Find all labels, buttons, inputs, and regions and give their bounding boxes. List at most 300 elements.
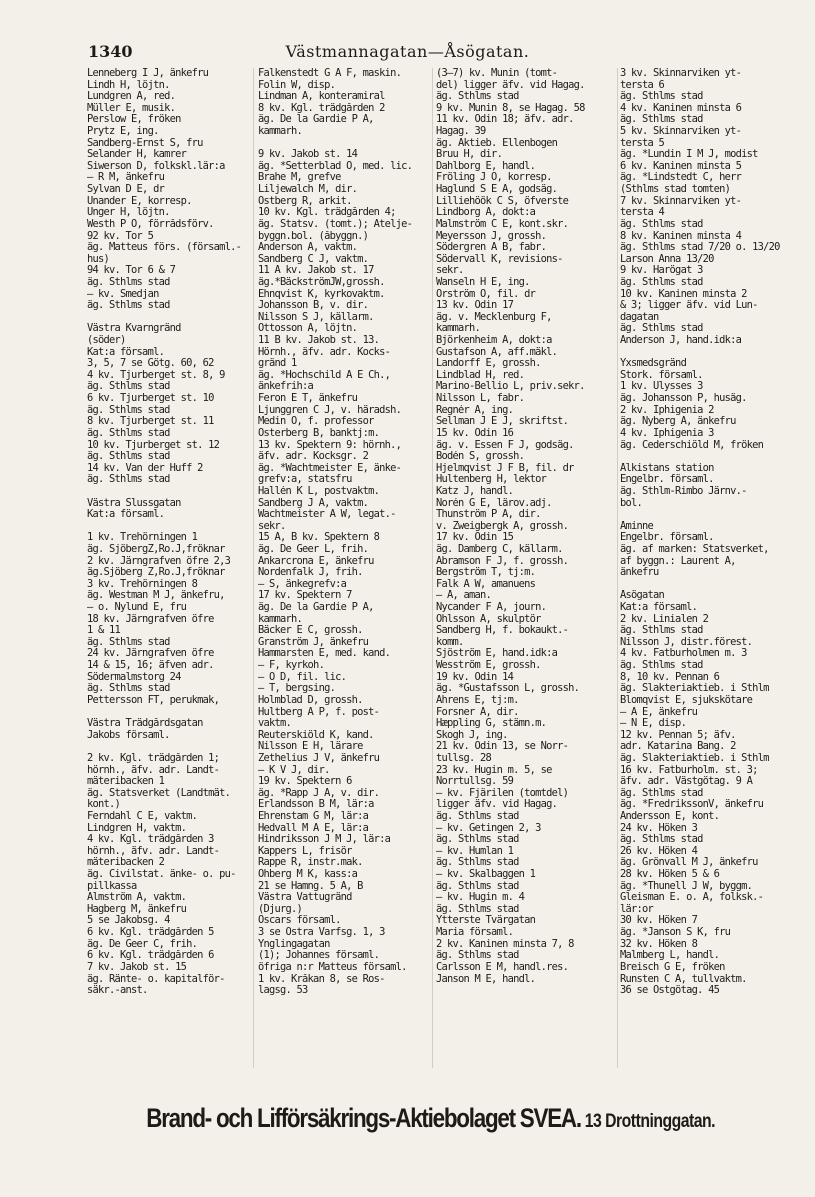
directory-line: 1 kv. Kråkan 8, se Ros- bbox=[258, 973, 385, 985]
directory-line: tersta 5 bbox=[620, 137, 665, 149]
directory-line: äg. De la Gardie P A, bbox=[258, 114, 374, 126]
directory-line: Westh P O, förrådsförv. bbox=[87, 218, 214, 230]
directory-line: Holmblad D, grossh. bbox=[258, 694, 363, 706]
directory-line: 11 B kv. Jakob st. 13. bbox=[258, 335, 380, 347]
directory-line: 15 kv. Odin 16 bbox=[436, 427, 514, 439]
directory-line: 2 kv. Kgl. trädgården 1; bbox=[87, 752, 220, 764]
directory-line: — T, bergsing. bbox=[258, 683, 336, 695]
directory-line: Ankarcrona E, änkefru bbox=[258, 555, 374, 567]
directory-line: Larson Anna 13/20 bbox=[620, 253, 714, 265]
directory-line: Malmström C E, kont.skr. bbox=[436, 218, 569, 230]
directory-line: 2 kv. Iphigenia 2 bbox=[620, 404, 714, 416]
directory-line: Hultenberg H, lektor bbox=[436, 474, 547, 486]
directory-line: Nilsson S J, källarm. bbox=[258, 311, 374, 323]
directory-line: äg.*BäckströmJW,grossh. bbox=[258, 276, 385, 288]
directory-line: äg. Sthlms stad bbox=[436, 91, 519, 103]
directory-line: Breisch G E, fröken bbox=[620, 961, 725, 973]
column-divider bbox=[253, 68, 254, 1068]
directory-line: Unander E, korresp. bbox=[87, 195, 192, 207]
directory-line: äg. Sthlms stad bbox=[87, 683, 170, 695]
directory-line: Selander H, kamrer bbox=[87, 149, 187, 161]
directory-line: äg. Sthlms stad bbox=[87, 451, 170, 463]
directory-line: Ottosson A, löjtn. bbox=[258, 323, 358, 335]
directory-line: 3 se Östra Varfsg. 1, 3 bbox=[258, 927, 385, 939]
directory-line: äg. Sthlms stad bbox=[436, 880, 519, 892]
directory-line: Anderson J, hand.idk:a bbox=[620, 335, 742, 347]
directory-line: Nordenfalk J, frih. bbox=[258, 567, 363, 579]
directory-line: komm. bbox=[436, 636, 464, 648]
directory-line: Müller E, musik. bbox=[87, 102, 176, 114]
directory-line: — K V J, dir. bbox=[258, 764, 330, 776]
directory-line: 1 kv. Ulysses 3 bbox=[620, 381, 703, 393]
directory-line: Västra Trädgårdsgatan bbox=[87, 718, 203, 730]
directory-line: — A E, änkefru bbox=[620, 706, 698, 718]
directory-line: Lundgren A, red. bbox=[87, 91, 176, 103]
directory-line: — o. Nylund E, fru bbox=[87, 602, 187, 614]
directory-line: — R M, änkefru bbox=[87, 172, 165, 184]
directory-line: äg. Sthlms stad bbox=[87, 474, 170, 486]
directory-line: äg. v. Mecklenburg F, bbox=[436, 311, 552, 323]
directory-line: hörnh., äfv. adr. Landt- bbox=[87, 764, 220, 776]
directory-line: af byggn.: Laurent A, bbox=[620, 555, 736, 567]
directory-line bbox=[87, 521, 247, 533]
directory-line: Sjöström E, hand.idk:a bbox=[436, 648, 558, 660]
directory-line: äg. Sthlms stad bbox=[620, 625, 703, 637]
directory-line: Forsner A, dir. bbox=[436, 706, 519, 718]
directory-line: 11 A kv. Jakob st. 17 bbox=[258, 265, 374, 277]
directory-line: Carlsson E M, handl.res. bbox=[436, 961, 569, 973]
directory-line: grefv:a, statsfru bbox=[258, 474, 352, 486]
directory-line bbox=[620, 347, 795, 359]
directory-line: tullsg. 28 bbox=[436, 752, 492, 764]
directory-line: äg. Civilstat. änke- o. pu- bbox=[87, 869, 236, 881]
directory-line: Erlandsson B M, lär:a bbox=[258, 799, 374, 811]
directory-line: äg. Sthlms stad bbox=[436, 811, 519, 822]
directory-line: Fröling J O, korresp. bbox=[436, 172, 552, 184]
directory-line: dagatan bbox=[620, 311, 659, 323]
directory-line: Västra Vattugränd bbox=[258, 892, 352, 904]
directory-line: äg. Slakteriaktieb. i Sthlm bbox=[620, 683, 769, 695]
directory-line: 4 kv. Tjurberget st. 8, 9 bbox=[87, 369, 225, 381]
footer-company: Brand- och Lifförsäkrings-Aktiebolaget SVEA. bbox=[146, 1103, 581, 1133]
directory-line: 1 & 11 bbox=[87, 625, 121, 637]
directory-line: 8 kv. Kgl. trädgården 2 bbox=[258, 102, 385, 114]
directory-line: äg. v. Essen F J, godsäg. bbox=[436, 439, 574, 451]
page-header bbox=[0, 40, 815, 64]
directory-line: Hedvall M A E, lär:a bbox=[258, 822, 369, 834]
directory-line: Stork. församl. bbox=[620, 369, 703, 381]
directory-line: Runsten C A, tullvaktm. bbox=[620, 973, 747, 985]
directory-line: 15 A, B kv. Spektern 8 bbox=[258, 532, 380, 544]
column-divider bbox=[432, 68, 433, 1068]
directory-line: äg. Cederschiöld M, fröken bbox=[620, 439, 764, 451]
directory-line: 2 kv. Linialen 2 bbox=[620, 613, 709, 625]
directory-line: Medin O, f. professor bbox=[258, 416, 374, 428]
directory-line: äg. Statsv. (tomt.); Atelje- bbox=[258, 218, 413, 230]
directory-line: Rappe R, instr.mak. bbox=[258, 857, 363, 869]
directory-line: änkefru bbox=[620, 567, 659, 579]
directory-line: äg. Matteus förs. (församl.- bbox=[87, 242, 242, 254]
directory-line: Sandberg H, f. bokaukt.- bbox=[436, 625, 569, 637]
column-divider bbox=[617, 68, 618, 1068]
directory-line: Bäcker E C, grossh. bbox=[258, 625, 363, 637]
directory-line: äg. Sthlms stad bbox=[620, 834, 703, 846]
directory-line: Almström A, vaktm. bbox=[87, 892, 187, 904]
directory-line: 36 se Östgötag. 45 bbox=[620, 985, 720, 997]
directory-line: Västra Kvarngränd bbox=[87, 323, 181, 335]
directory-line: Sellman J E J, skriftst. bbox=[436, 416, 569, 428]
directory-line: äg. Sthlm-Rimbo Järnv.- bbox=[620, 485, 747, 497]
directory-line: del) ligger äfv. vid Hagag. bbox=[436, 79, 585, 91]
directory-line: 2 kv. Järngrafven öfre 2,3 bbox=[87, 555, 231, 567]
directory-line: — kv. Humlan 1 bbox=[436, 845, 514, 857]
directory-line: Sandberg C J, vaktm. bbox=[258, 253, 369, 265]
directory-line: 14 kv. Van der Huff 2 bbox=[87, 462, 203, 474]
directory-line: Nycander F A, journ. bbox=[436, 602, 547, 614]
directory-line: 3, 5, 7 se Götg. 60, 62 bbox=[87, 358, 214, 370]
directory-column-4 bbox=[620, 68, 795, 997]
directory-line: äg. Sthlms stad bbox=[620, 91, 703, 103]
directory-line: — O D, fil. lic. bbox=[258, 671, 347, 683]
directory-line: öfriga n:r Matteus församl. bbox=[258, 961, 407, 973]
directory-line bbox=[87, 707, 247, 719]
directory-line: 10 kv. Kgl. trädgården 4; bbox=[258, 207, 396, 219]
directory-line: Lilliehöök C S, öfverste bbox=[436, 195, 569, 207]
directory-line: Kat:a församl. bbox=[87, 346, 165, 358]
directory-line: 7 kv. Jakob st. 15 bbox=[87, 961, 187, 973]
directory-line: (Sthlms stad tomten) bbox=[620, 184, 731, 196]
directory-line: Yxsmedsgränd bbox=[620, 358, 687, 370]
directory-line: — kv. Getingen 2, 3 bbox=[436, 822, 541, 834]
directory-line: 14 & 15, 16; äfven adr. bbox=[87, 660, 214, 672]
directory-line: Hallén K L, postvaktm. bbox=[258, 485, 380, 497]
directory-line: Feron E T, änkefru bbox=[258, 393, 358, 405]
directory-line: 10 kv. Kaninen minsta 2 bbox=[620, 288, 747, 300]
directory-line: 8 kv. Kaninen minsta 4 bbox=[620, 230, 742, 242]
directory-line: Folin W, disp. bbox=[258, 79, 336, 91]
directory-line: 18 kv. Järngrafven öfre bbox=[87, 613, 214, 625]
directory-line: Regnér A, ing. bbox=[436, 404, 514, 416]
directory-line: 17 kv. Odin 15 bbox=[436, 532, 514, 544]
directory-line: kammarh. bbox=[436, 323, 481, 335]
directory-line: Hultberg A P, f. post- bbox=[258, 706, 380, 718]
directory-line: Skogh J, ing. bbox=[436, 729, 508, 741]
directory-line: Anderson A, vaktm. bbox=[258, 242, 358, 254]
footer-advertisement bbox=[88, 1096, 768, 1140]
directory-line: äg. Sthlms stad bbox=[87, 404, 170, 416]
directory-line: äg. *Setterblad O, med. lic. bbox=[258, 160, 413, 172]
directory-line: äg. Sthlms stad bbox=[620, 114, 703, 126]
directory-line: Pettersson FT, perukmak, bbox=[87, 694, 220, 706]
directory-line: 8, 10 kv. Pennan 6 bbox=[620, 671, 720, 683]
directory-line: Öhberg M K, kass:a bbox=[258, 869, 358, 881]
directory-line: 24 kv. Järngrafven öfre bbox=[87, 648, 214, 660]
directory-column-1 bbox=[87, 68, 247, 997]
directory-line: Bruu H, dir. bbox=[436, 149, 503, 161]
directory-line: v. Zweigbergk A, grossh. bbox=[436, 520, 569, 532]
directory-line: äg. *Thunell J W, byggm. bbox=[620, 880, 753, 892]
directory-line: Haglund S E A, godsäg. bbox=[436, 184, 558, 196]
directory-line: Siwerson D, folkskl.lär:a bbox=[87, 160, 225, 172]
directory-line: Lindborg A, dokt:a bbox=[436, 207, 536, 219]
directory-line: äg. De Geer L, frih. bbox=[258, 543, 369, 555]
directory-line: äg. Aktieb. Ellenbogen bbox=[436, 137, 558, 149]
directory-line: Perslow E, fröken bbox=[87, 114, 181, 126]
directory-line: Jakobs församl. bbox=[87, 729, 170, 741]
directory-line: 19 kv. Odin 14 bbox=[436, 671, 514, 683]
directory-line: — kv. Hugin m. 4 bbox=[436, 892, 525, 904]
directory-line: 9 kv. Munin 8, se Hagag. 58 bbox=[436, 102, 585, 114]
directory-line: lär:or bbox=[620, 903, 654, 915]
directory-line: Södervall K, revisions- bbox=[436, 253, 563, 265]
directory-line: äg. *Rapp J A, v. dir. bbox=[258, 787, 380, 799]
directory-line: Kappers L, frisör bbox=[258, 845, 352, 857]
directory-line: äg. Sthlms stad bbox=[436, 857, 519, 869]
directory-line: äg.Sjöberg Z,Ro.J,fröknar bbox=[87, 567, 225, 579]
directory-line: — S, änkegrefv:a bbox=[258, 578, 347, 590]
directory-line: — F, kyrkoh. bbox=[258, 660, 325, 672]
directory-line: Unger H, löjtn. bbox=[87, 207, 170, 219]
directory-line: hus) bbox=[87, 253, 110, 265]
directory-line: äg. Sthlms stad bbox=[436, 903, 519, 915]
page-number: 1340 bbox=[88, 42, 133, 61]
directory-line: Hammarsten E, med. kand. bbox=[258, 648, 391, 660]
directory-line: Falk A W, amanuens bbox=[436, 578, 536, 590]
directory-line: äg. Westman M J, änkefru, bbox=[87, 590, 225, 602]
directory-line: Hörnh., äfv. adr. Kocks- bbox=[258, 346, 391, 358]
directory-line bbox=[620, 579, 795, 591]
directory-line: 5 se Jakobsg. 4 bbox=[87, 915, 170, 927]
directory-line: 26 kv. Höken 4 bbox=[620, 845, 698, 857]
directory-line: 7 kv. Skinnarviken yt- bbox=[620, 195, 742, 207]
directory-line: Zethelius J V, änkefru bbox=[258, 752, 380, 764]
directory-line: 32 kv. Höken 8 bbox=[620, 938, 698, 950]
directory-line: Ljunggren C J, v. häradsh. bbox=[258, 404, 402, 416]
directory-line: hörnh., äfv. adr. Landt- bbox=[87, 845, 220, 857]
directory-line: äg. Sthlms stad bbox=[620, 787, 703, 799]
directory-line: 92 kv. Tor 5 bbox=[87, 230, 154, 242]
directory-line: Janson M E, handl. bbox=[436, 973, 536, 985]
directory-line: Sandberg-Ernst S, fru bbox=[87, 137, 203, 149]
directory-line: änkefrih:a bbox=[258, 381, 314, 393]
directory-line: Hagberg M, änkefru bbox=[87, 903, 187, 915]
directory-line: Wesström E, grossh. bbox=[436, 660, 541, 672]
directory-line bbox=[620, 451, 795, 463]
directory-line: 21 kv. Odin 13, se Norr- bbox=[436, 741, 569, 753]
directory-line: mäteribacken 2 bbox=[87, 857, 165, 869]
directory-line: äg. *Janson S K, fru bbox=[620, 927, 731, 939]
directory-line: Engelbr. församl. bbox=[620, 474, 714, 486]
directory-line: äg. Statsverket (Landtmät. bbox=[87, 787, 231, 799]
directory-line: äfv. adr. Västgötag. 9 A bbox=[620, 776, 753, 788]
directory-line: Dahlborg E, handl. bbox=[436, 160, 536, 172]
directory-line: Västra Slussgatan bbox=[87, 497, 181, 509]
directory-line: Reuterskiöld K, kand. bbox=[258, 729, 374, 741]
directory-line: Blomqvist E, sjukskötare bbox=[620, 694, 753, 706]
directory-line: Ehrenstam G M, lär:a bbox=[258, 811, 369, 822]
directory-line: — kv. Skalbaggen 1 bbox=[436, 869, 536, 881]
directory-line: Thunström P A, dir. bbox=[436, 509, 541, 521]
directory-line: äg. Johansson P, husäg. bbox=[620, 393, 747, 405]
directory-line: — kv. Smedjan bbox=[87, 288, 159, 300]
directory-line: äg. *FredrikssonV, änkefru bbox=[620, 799, 764, 811]
directory-line: Marino-Bellio L, priv.sekr. bbox=[436, 381, 585, 393]
directory-line: Lenneberg I J, änkefru bbox=[87, 68, 209, 79]
directory-line: Landorff E, grossh. bbox=[436, 358, 541, 370]
directory-line: Lindblad H, red. bbox=[436, 369, 525, 381]
directory-line: äg. Sthlms stad 7/20 o. 13/20 bbox=[620, 242, 780, 254]
directory-line: pillkassa bbox=[87, 880, 137, 892]
directory-line: 30 kv. Höken 7 bbox=[620, 915, 698, 927]
directory-line: Sandberg J A, vaktm. bbox=[258, 497, 369, 509]
directory-line: 24 kv. Höken 3 bbox=[620, 822, 698, 834]
directory-line: — kv. Fjärilen (tomtdel) bbox=[436, 787, 569, 799]
directory-line: Granström J, änkefru bbox=[258, 636, 369, 648]
directory-line: Östberg R, arkit. bbox=[258, 195, 352, 207]
directory-line: Wachtmeister A W, legat.- bbox=[258, 509, 396, 521]
directory-line: Kat:a församl. bbox=[620, 602, 698, 614]
directory-line: äg. Ränte- o. kapitalför- bbox=[87, 973, 225, 985]
directory-line: äg. Sthlms stad bbox=[87, 636, 170, 648]
directory-line: Kat:a församl. bbox=[87, 509, 165, 521]
directory-line: äfv. adr. Kocksgr. 2 bbox=[258, 451, 369, 463]
directory-line: Johansson B, v. dir. bbox=[258, 300, 369, 312]
directory-line: 4 kv. Fatburholmen m. 3 bbox=[620, 648, 747, 660]
directory-line: — Å, aman. bbox=[436, 590, 492, 602]
directory-line: Engelbr. församl. bbox=[620, 532, 714, 544]
directory-line: 13 kv. Spektern 9: hörnh., bbox=[258, 439, 402, 451]
directory-line: äg. Grönvall M J, änkefru bbox=[620, 857, 758, 869]
directory-line: 8 kv. Tjurberget st. 11 bbox=[87, 416, 214, 428]
directory-line: kammarh. bbox=[258, 613, 303, 625]
directory-line: 9 kv. Jakob st. 14 bbox=[258, 149, 358, 161]
directory-line: 3 kv. Trehörningen 8 bbox=[87, 578, 198, 590]
directory-line: Ehnqvist K, kyrkovaktm. bbox=[258, 288, 385, 300]
directory-line: 19 kv. Spektern 6 bbox=[258, 776, 352, 788]
directory-line: kammarh. bbox=[258, 126, 303, 138]
directory-line: Ålkistans station bbox=[620, 462, 714, 474]
directory-line: äg. Slakteriaktieb. i Sthlm bbox=[620, 752, 769, 764]
directory-line: Maria församl. bbox=[436, 927, 514, 939]
directory-line: äg. Sthlms stad bbox=[87, 381, 170, 393]
directory-line: Gleisman E. o. A, folksk.- bbox=[620, 892, 764, 904]
directory-line: Meyersson J, grossh. bbox=[436, 230, 547, 242]
directory-line: Abramson F J, f. grossh. bbox=[436, 555, 569, 567]
directory-line: Ferndahl C E, vaktm. bbox=[87, 811, 198, 822]
directory-line: äg. Sthlms stad bbox=[87, 300, 170, 312]
directory-line: Österberg B, banktj:m. bbox=[258, 427, 380, 439]
directory-line: Nilsson E H, lärare bbox=[258, 741, 363, 753]
directory-line: 11 kv. Odin 18; äfv. adr. bbox=[436, 114, 574, 126]
directory-line: bol. bbox=[620, 497, 643, 509]
directory-line bbox=[258, 138, 430, 150]
directory-line: Katz J, handl. bbox=[436, 485, 514, 497]
directory-line: sekr. bbox=[436, 265, 464, 277]
directory-line: byggn.bol. (åbyggn.) bbox=[258, 230, 369, 242]
directory-line: äg. Nyberg A, änkefru bbox=[620, 416, 736, 428]
directory-line: ligger äfv. vid Hagag. bbox=[436, 799, 558, 811]
directory-column-3 bbox=[436, 68, 616, 985]
directory-line: Åsögatan bbox=[620, 590, 665, 602]
directory-line: Lindh H, löjtn. bbox=[87, 79, 170, 91]
directory-line: äg. *Wachtmeister E, änke- bbox=[258, 462, 402, 474]
directory-line: 6 kv. Kaninen minsta 5 bbox=[620, 160, 742, 172]
directory-line: tersta 4 bbox=[620, 207, 665, 219]
directory-line: Ohlsson A, skulptör bbox=[436, 613, 541, 625]
directory-line: 4 kv. Iphigenia 3 bbox=[620, 427, 714, 439]
directory-line: — N E, disp. bbox=[620, 718, 687, 730]
directory-line: Ytterste Tvärgatan bbox=[436, 915, 536, 927]
directory-line: Liljewalch M, dir. bbox=[258, 184, 358, 196]
directory-line: äg. Sthlms stad bbox=[620, 323, 703, 335]
directory-line: Nilsson L, fabr. bbox=[436, 393, 525, 405]
directory-line: äg. Sthlms stad bbox=[620, 218, 703, 230]
directory-line: Ynglingagatan bbox=[258, 938, 330, 950]
directory-line: (Djurg.) bbox=[258, 903, 303, 915]
directory-line: Björkenheim A, dokt:a bbox=[436, 335, 552, 347]
directory-line: (1); Johannes församl. bbox=[258, 950, 380, 962]
directory-line: Brahe M, grefve bbox=[258, 172, 341, 184]
directory-line: Örström O, fil. dr bbox=[436, 288, 536, 300]
directory-line: adr. Katarina Bang. 2 bbox=[620, 741, 736, 753]
directory-line: 4 kv. Kgl. trädgården 3 bbox=[87, 834, 214, 846]
directory-line: 5 kv. Skinnarviken yt- bbox=[620, 126, 742, 138]
directory-line: Lindgren H, vaktm. bbox=[87, 822, 187, 834]
directory-line: Falkenstedt G A F, maskin. bbox=[258, 68, 402, 79]
directory-line: & 3; ligger äfv. vid Lun- bbox=[620, 300, 758, 312]
directory-line: äg. Sthlms stad bbox=[87, 427, 170, 439]
directory-line: 23 kv. Hugin m. 5, se bbox=[436, 764, 552, 776]
directory-line: Norrtullsg. 59 bbox=[436, 776, 514, 788]
directory-line: 4 kv. Kaninen minsta 6 bbox=[620, 102, 742, 114]
directory-line: Nilsson J, distr.förest. bbox=[620, 636, 753, 648]
directory-line: Oscars församl. bbox=[258, 915, 341, 927]
directory-line: Malmberg L, handl. bbox=[620, 950, 720, 962]
directory-line bbox=[87, 312, 247, 324]
directory-line bbox=[620, 509, 795, 521]
directory-line: Wanseln H E, ing. bbox=[436, 276, 530, 288]
directory-line: 21 se Hamng. 5 A, B bbox=[258, 880, 363, 892]
directory-line: äg. De la Gardie P A, bbox=[258, 602, 374, 614]
directory-line: äg. Damberg C, källarm. bbox=[436, 543, 563, 555]
directory-line: Hæppling G, stämn.m. bbox=[436, 718, 547, 730]
directory-line: Södergren A B, fabr. bbox=[436, 242, 547, 254]
directory-line: äg. Sthlms stad bbox=[620, 660, 703, 672]
directory-line: kont.) bbox=[87, 799, 121, 811]
directory-line: 17 kv. Spektern 7 bbox=[258, 590, 352, 602]
directory-line: Bergström T, tj:m. bbox=[436, 567, 536, 579]
directory-line: äg. af marken: Statsverket, bbox=[620, 543, 769, 555]
directory-line: 2 kv. Kaninen minsta 7, 8 bbox=[436, 938, 574, 950]
directory-line: 10 kv. Tjurberget st. 12 bbox=[87, 439, 220, 451]
page-title: Västmannagatan—Åsögatan. bbox=[285, 42, 530, 61]
directory-line: Sylvan D E, dr bbox=[87, 184, 165, 196]
directory-line: äg. *Lindstedt C, herr bbox=[620, 172, 742, 184]
directory-line: Hindriksson J M J, lär:a bbox=[258, 834, 391, 846]
directory-line: Hagag. 39 bbox=[436, 126, 486, 138]
directory-line: Andersson E, kont. bbox=[620, 811, 720, 822]
directory-line: gränd 1 bbox=[258, 358, 297, 370]
directory-line: Prytz E, ing. bbox=[87, 126, 159, 138]
directory-line: 16 kv. Fatburholm. st. 3; bbox=[620, 764, 758, 776]
directory-line: äg. De Geer C, frih. bbox=[87, 938, 198, 950]
directory-line: Gustafson A, aff.mäkl. bbox=[436, 346, 558, 358]
directory-line: säkr.-anst. bbox=[87, 985, 148, 997]
directory-line: sekr. bbox=[258, 520, 286, 532]
directory-column-2 bbox=[258, 68, 430, 997]
directory-line: äg. Sthlms stad bbox=[436, 950, 519, 962]
directory-line: 13 kv. Odin 17 bbox=[436, 300, 514, 312]
